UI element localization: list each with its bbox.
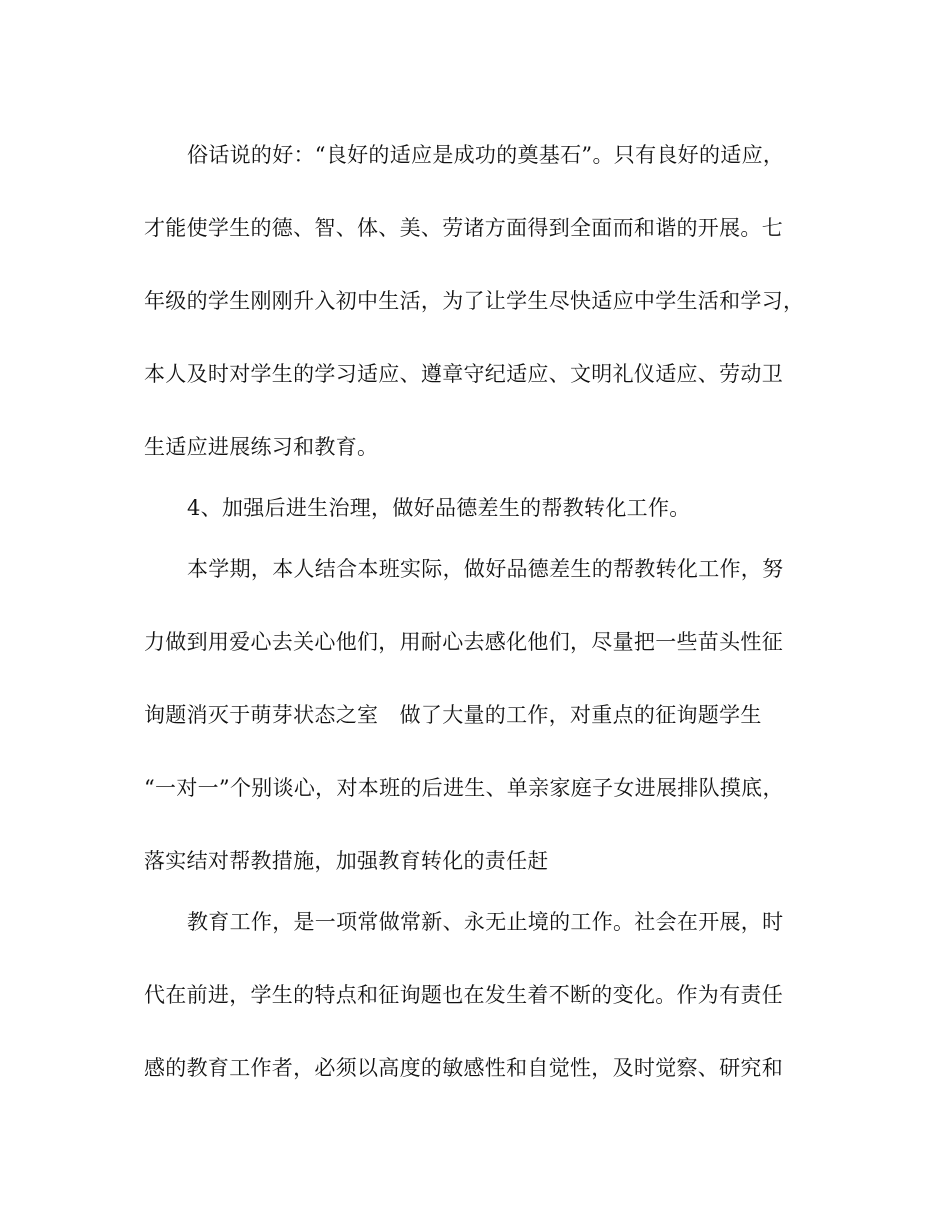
paragraph-line: 俗话说的好：“良好的适应是成功的奠基石”。只有良好的适应，	[187, 143, 785, 167]
paragraph-line: 落实结对帮教措施，加强教育转化的责任赶	[144, 849, 549, 873]
paragraph-line: 教育工作，是一项常做常新、永无止境的工作。社会在开展，时	[187, 910, 784, 934]
paragraph-line: “一对一”个别谈心，对本班的后进生、单亲家庭子女进展排队摸底，	[144, 776, 784, 800]
paragraph-line: 代在前进，学生的特点和征询题也在发生着不断的变化。作为有责任	[144, 983, 783, 1007]
paragraph-line: 生适应进展练习和教育。	[144, 435, 379, 459]
paragraph-line: 年级的学生刚刚升入初中生活，为了让学生尽快适应中学生活和学习，	[144, 289, 805, 313]
paragraph-line: 本人及时对学生的学习适应、遵章守纪适应、文明礼仪适应、劳动卫	[144, 362, 783, 386]
paragraph-line: 本学期，本人结合本班实际，做好品德差生的帮教转化工作，努	[187, 557, 784, 581]
paragraph-line: 感的教育工作者，必须以高度的敏感性和自觉性，及时觉察、研究和	[144, 1056, 783, 1080]
paragraph-line: 力做到用爱心去关心他们，用耐心去感化他们，尽量把一些苗头性征	[144, 630, 783, 654]
paragraph-line: 才能使学生的德、智、体、美、劳诸方面得到全面而和谐的开展。七	[144, 216, 783, 240]
section-heading: 4、加强后进生治理，做好品德差生的帮教转化工作。	[187, 496, 691, 520]
paragraph-line: 询题消灭于萌芽状态之室 做了大量的工作，对重点的征询题学生	[144, 703, 762, 727]
